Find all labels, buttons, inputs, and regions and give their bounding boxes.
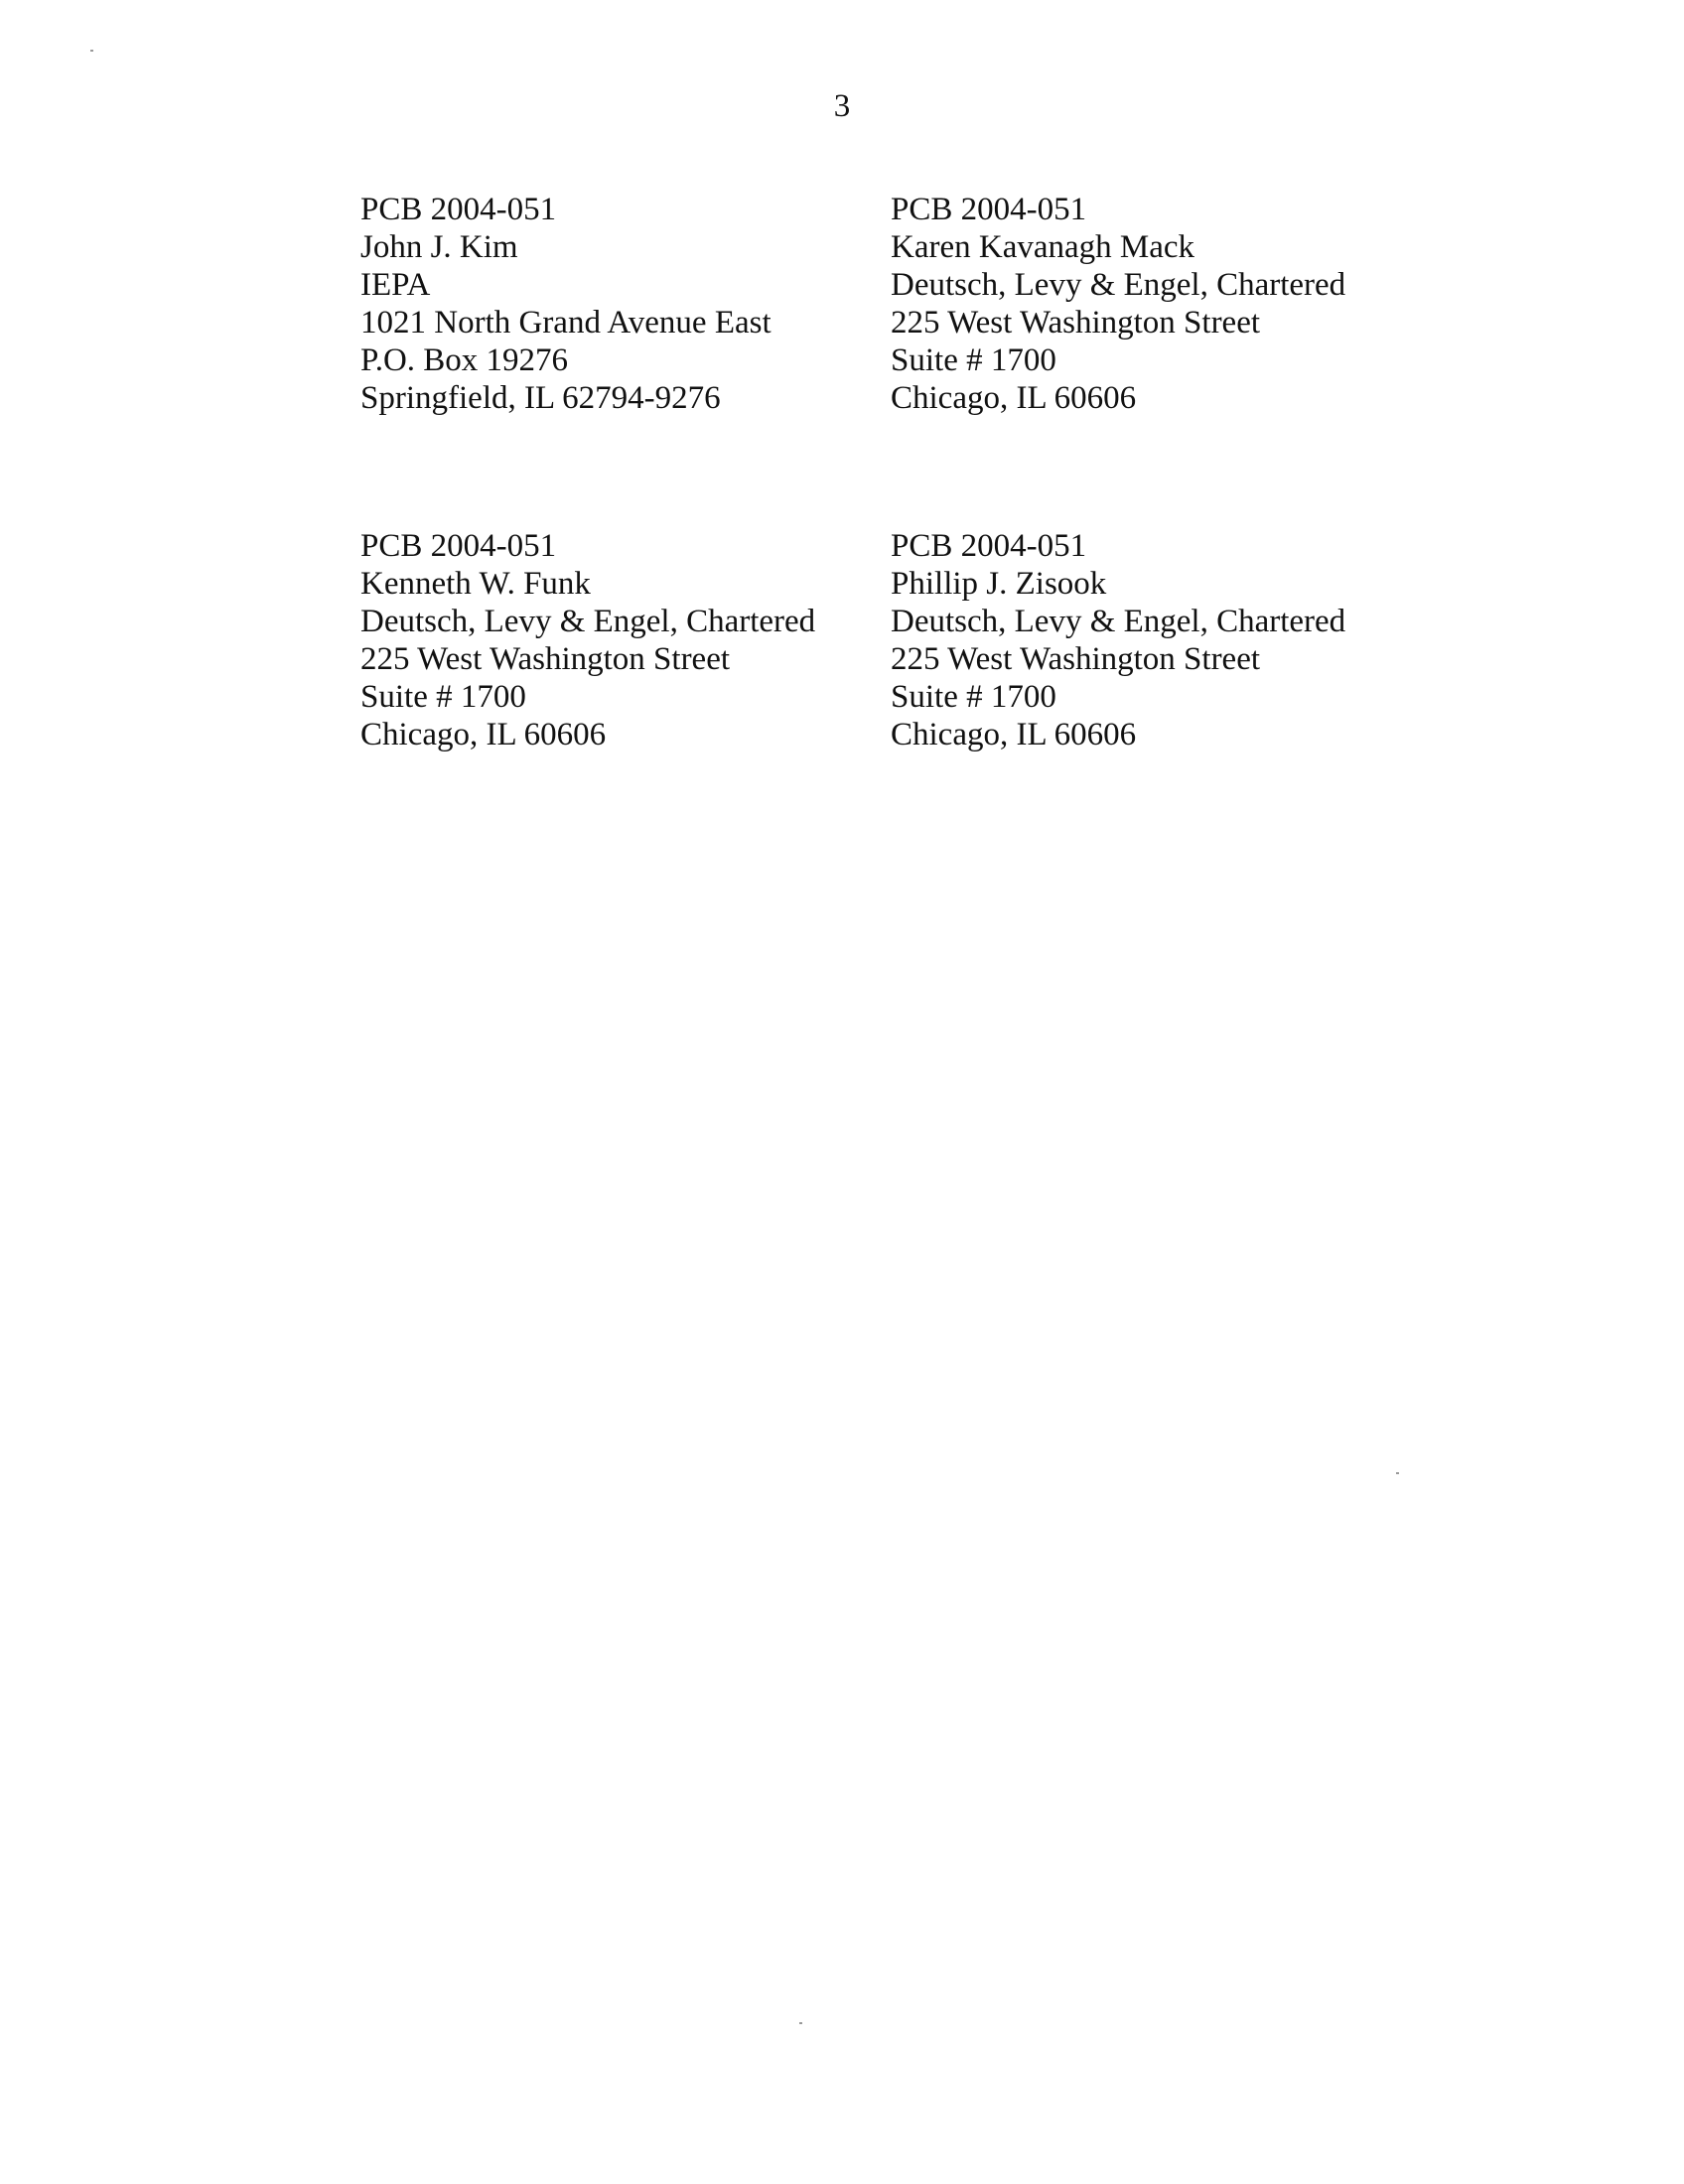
case-number: PCB 2004-051	[360, 192, 557, 227]
city-state-zip: Chicago, IL 60606	[891, 717, 1137, 752]
scan-speck	[90, 50, 93, 52]
recipient-name: Karen Kavanagh Mack	[891, 229, 1195, 265]
recipient-name: John J. Kim	[360, 229, 518, 265]
organization: Deutsch, Levy & Engel, Chartered	[360, 604, 816, 639]
city-state-zip: Chicago, IL 60606	[891, 380, 1137, 416]
address-block-phillip-zisook	[891, 527, 1387, 753]
case-number: PCB 2004-051	[891, 528, 1087, 564]
suite: Suite # 1700	[360, 679, 526, 715]
city-state-zip: Springfield, IL 62794-9276	[360, 380, 721, 416]
street-address: 225 West Washington Street	[360, 641, 731, 677]
recipient-name: Phillip J. Zisook	[891, 566, 1107, 602]
suite: Suite # 1700	[891, 342, 1056, 378]
organization: Deutsch, Levy & Engel, Chartered	[891, 267, 1346, 303]
organization: IEPA	[360, 267, 431, 303]
case-number: PCB 2004-051	[360, 528, 557, 564]
po-box: P.O. Box 19276	[360, 342, 569, 378]
street-address: 225 West Washington Street	[891, 641, 1261, 677]
street-address: 1021 North Grand Avenue East	[360, 305, 772, 341]
address-block-karen-mack	[891, 191, 1387, 417]
address-block-kenneth-funk	[360, 527, 857, 753]
suite: Suite # 1700	[891, 679, 1056, 715]
recipient-name: Kenneth W. Funk	[360, 566, 591, 602]
case-number: PCB 2004-051	[891, 192, 1087, 227]
page-number: 3	[833, 88, 851, 124]
address-block-john-kim	[360, 191, 857, 417]
city-state-zip: Chicago, IL 60606	[360, 717, 607, 752]
scan-speck	[799, 2022, 802, 2024]
organization: Deutsch, Levy & Engel, Chartered	[891, 604, 1346, 639]
scan-speck	[1396, 1472, 1399, 1474]
street-address: 225 West Washington Street	[891, 305, 1261, 341]
